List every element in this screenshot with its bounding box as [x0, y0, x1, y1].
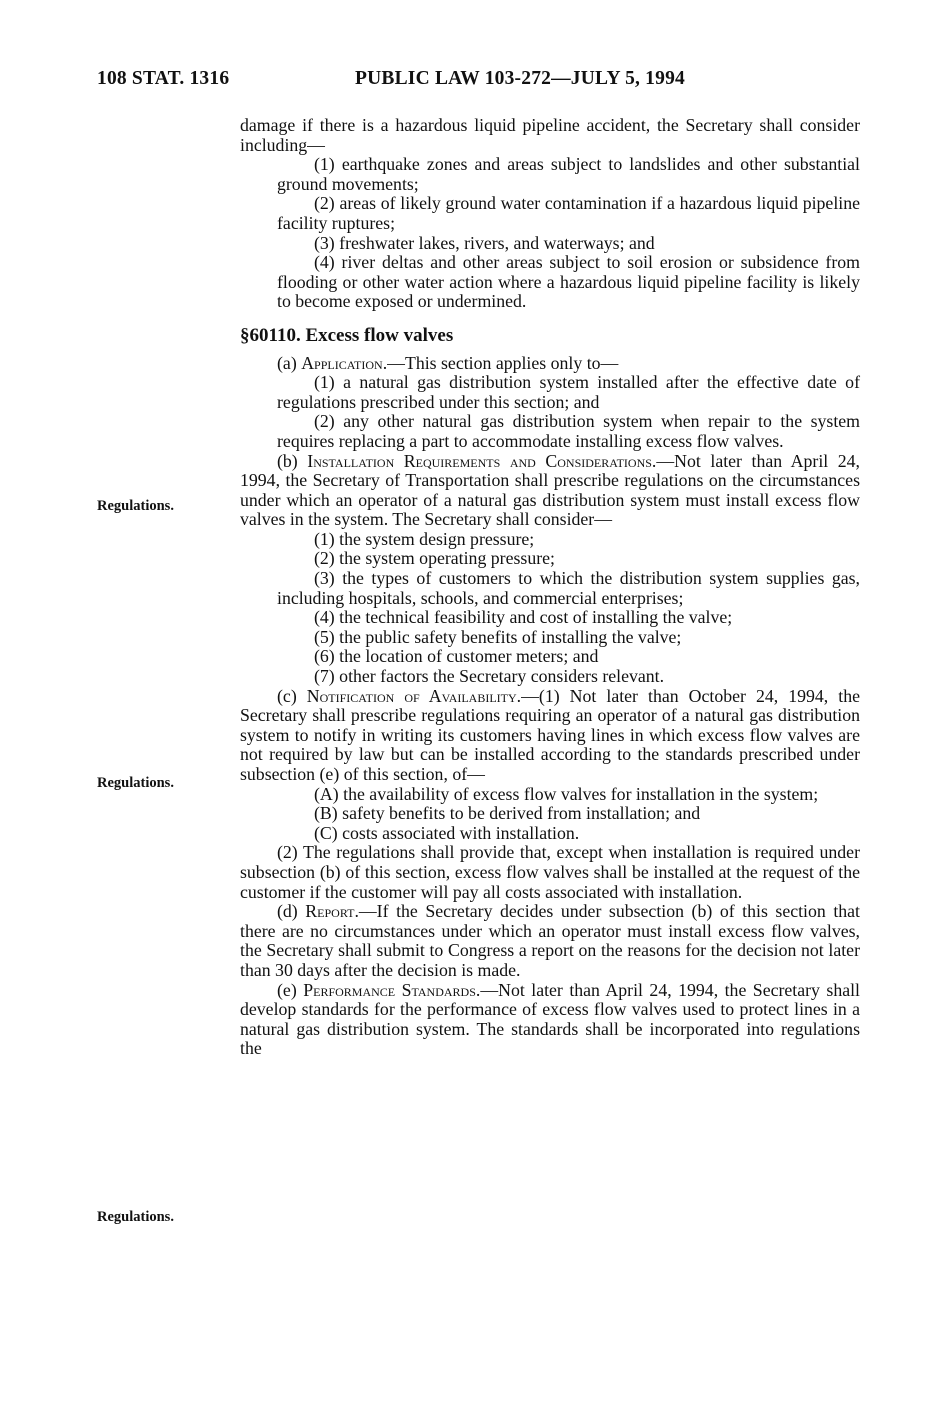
running-header-title: PUBLIC LAW 103-272—JULY 5, 1994 [355, 68, 685, 89]
list-item: (5) the public safety benefits of installing the valve; [314, 626, 682, 647]
subsection-heading: Application. [301, 352, 388, 373]
margin-note-regulations: Regulations. [97, 498, 174, 514]
list-item: (1) a natural gas distribution system installed after the effective date of regulations prescribed under this section; and [277, 372, 860, 412]
body-text [240, 116, 860, 1059]
section-heading [240, 326, 860, 346]
list-item: (4) river deltas and other areas subject to soil erosion or subsidence from flooding or other water action where a hazardous liquid pipeline facility is likely to become exposed or undermined. [277, 252, 860, 312]
list-item: (2) any other natural gas distribution system when repair to the system requires replacing a part to accommodate installing excess flow valves. [277, 411, 860, 451]
list-item: (6) the location of customer meters; and [314, 646, 599, 667]
subsection-b: (b) Installation Requirements and Considerations.—Not later than April 24, 1994, the Secretary of Transportation shall prescribe regulations on the circumstances under which an operator of a natural gas distribution system must install excess flow valves in the system. The Secretary shall consider— [240, 450, 860, 530]
list-item: (C) costs associated with installation. [314, 822, 580, 843]
list-item: (4) the technical feasibility and cost of installing the valve; [314, 607, 733, 628]
list-item: (B) safety benefits to be derived from installation; and [314, 803, 701, 824]
paragraph: (2) The regulations shall provide that, except when installation is required under subsection (b) of this section, excess flow valves shall be installed at the request of the customer if the customer will pay all costs associated with installation. [240, 842, 860, 902]
list-item: (1) the system design pressure; [314, 528, 535, 549]
section-title: Excess flow valves [305, 324, 454, 346]
subsection-heading: Notification of Availability. [306, 685, 522, 706]
subsection-c: (c) Notification of Availability.—(1) Not later than October 24, 1994, the Secretary shall prescribe regulations requiring an operator of a natural gas distribution system to notify in writing its customers having lines in which excess flow valves are not required by law but can be installed according to the standards prescribed under subsection (e) of this section, of— [240, 685, 860, 784]
subsection-d: (d) Report.—If the Secretary decides under subsection (b) of this section that there are no circumstances under which an operator must install excess flow valves, the Secretary shall submit to Congress a report on the reasons for the decision not later than 30 days after the decision is made. [240, 901, 860, 980]
section-symbol: § [240, 324, 250, 346]
continued-paragraph: damage if there is a hazardous liquid pipeline accident, the Secretary shall consider including— [240, 115, 860, 155]
subsection-heading: Performance Standards. [303, 979, 481, 1000]
subsection-heading: Report. [305, 901, 359, 922]
margin-note-regulations: Regulations. [97, 1209, 174, 1225]
stat-page-number: 108 STAT. 1316 [97, 68, 230, 89]
list-item: (3) freshwater lakes, rivers, and waterways; and [314, 232, 655, 253]
list-item: (2) the system operating pressure; [314, 548, 555, 569]
list-item: (3) the types of customers to which the distribution system supplies gas, including hospitals, schools, and commercial enterprises; [277, 568, 860, 608]
subsection-a: (a) Application.—This section applies only to— [277, 352, 619, 373]
subsection-heading: Installation Requirements and Considerations. [307, 450, 657, 471]
list-item: (2) areas of likely ground water contamination if a hazardous liquid pipeline facility ruptures; [277, 193, 860, 233]
list-item: (A) the availability of excess flow valves for installation in the system; [314, 783, 819, 804]
margin-note-regulations: Regulations. [97, 775, 174, 791]
section-number: 60110. [249, 324, 301, 346]
subsection-e: (e) Performance Standards.—Not later than April 24, 1994, the Secretary shall develop standards for the performance of excess flow valves used to protect lines in a natural gas distribution system. The standards shall be incorporated into regulations the [240, 979, 860, 1059]
list-item: (7) other factors the Secretary considers relevant. [314, 666, 665, 687]
list-item: (1) earthquake zones and areas subject to landslides and other substantial ground movements; [277, 154, 860, 194]
